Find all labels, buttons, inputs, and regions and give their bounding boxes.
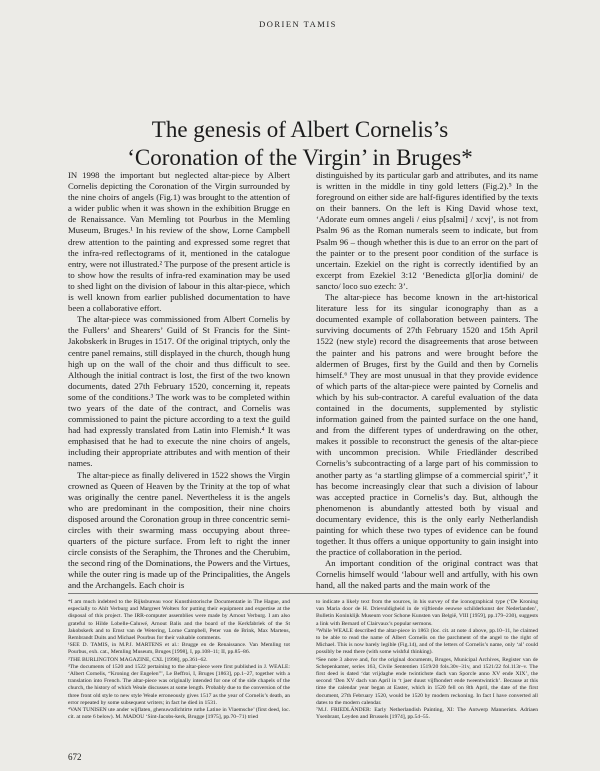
footnotes-right bbox=[316, 599, 538, 721]
footnote: *I am much indebted to the Rijksbureau voor Kunsthistorische Documentatie in The Hague, and especially to Ahlt Verburg and Margreet Wolters for putting their equipment and expertise at the disposal of this project. The IRR-computer assemblies were made by Arnout Verburg. I am also grateful to Hilde Lobelle-Caluwé, Arnout Balis and the board of the Kerkfabriek of the St Jakobskerk and to Ernst van de Wetering, Lorne Campbell, Peter van de Brink, Max Martens, Rembrandt Duits and Michael Pourbus for their valuable comments. bbox=[68, 599, 290, 642]
footnote: ¹SEE D. TAMIS, in M.P.J. MARTENS et al.: Brugge en de Renaissance. Van Memling tot Pourbus, exh. cat., Memling Museum, Bruges [1998], I, pp.108–11; II, pp.85–86. bbox=[68, 642, 290, 656]
left-body-column bbox=[68, 170, 290, 592]
body-paragraph: An important condition of the original contract was that Cornelis himself would ‘labour well and artfully, with his own hand, all the naked parts and the main work of the bbox=[316, 558, 538, 591]
page-number: 672 bbox=[68, 752, 82, 762]
body-paragraph: distinguished by its particular garb and attributes, and its name is written in the middle in tiny gold letters (Fig.2).⁵ In the foreground on either side are half-figures identified by the texts on their banners. On the left is King David whose text, ‘Adorate eum omnes angeli / eius p[salmi] / xcvj’, is not from Psalm 96 as the Roman numerals seem to indicate, but from Psalm 96 – though whether this is due to an error on the part of the painter or to the present poor condition of the surface is uncertain. Ezekiel on the right is correctly identified by an excerpt from Ezekiel 3:12 ‘Benedicta gl[or]ia domini/ de sancto/ loco suo ezech: 3’. bbox=[316, 170, 538, 291]
body-paragraph: The altar-piece as finally delivered in 1522 shows the Virgin crowned as Queen of Heaven by the Trinity at the top of what was originally the centre panel. Nevertheless it is the angels who are predominant in the composition, their nine choirs disposed around the Coronation group in three concentric semi-circles with their swarming mass occupying about three-quarters of the picture surface. From left to right the inner circle consists of the Seraphim, the Thrones and the Cherubim, the second ring of the Dominations, the Powers and the Virtues, while the outer ring is made up of the Principalities, the Angels and the Archangels. Each choir is bbox=[68, 469, 290, 591]
body-paragraph: IN 1998 the important but neglected altar-piece by Albert Cornelis depicting the Coronation of the Virgin surrounded by the nine choirs of angels (Fig.1) was brought to the attention of a wider public when it was shown in the exhibition Brugge en de Renaissance. Van Memling tot Pourbus in the Memling Museum, Bruges.¹ In his review of the show, Lorne Campbell drew attention to the painting and expressed some regret that the infra-red reflectograms of it, mentioned in the catalogue entry, were not illustrated.² The purpose of the present article is to show how the results of infra-red examination may be used to shed light on the division of labour in this altar-piece, which is well known from earlier published documentation to have been a collaborative effort. bbox=[68, 170, 290, 314]
article-title bbox=[90, 116, 510, 172]
body-paragraph: The altar-piece has become known in the art-historical literature less for its singular iconography than as a documented example of collaboration between painters. The surviving documents of 27th February 1520 and 15th April 1522 (new style) record the disagreements that arose between the painter and his patrons and were brought before the aldermen of Bruges, first by the Guild and then by Cornelis himself.⁶ They are most unusual in that they provide evidence of which parts of the altar-piece were painted by Cornelis and which by his sub-contractor. A careful evaluation of the data contained in the documents, supplemented by stylistic information gained from the painted surface on the one hand, and from the different types of underdrawing on the other, makes it possible to reconstruct the genesis of the altar-piece with uncommon precision. While Friedländer described Cornelis’s subcontracting of a large part of his commission to another party as ‘a startling glimpse of a commercial spirit’,⁷ it has become increasingly clear that such a division of labour was accepted practice in Cornelis’s day. But, although the phenomenon is abundantly attested both by visual and documentary evidence, this is the only early Netherlandish painting for which these two types of evidence can be found together. It thus offers a unique opportunity to gain insight into the practice of collaboration in the period. bbox=[316, 292, 538, 558]
footnote: ⁴VAN TUNISEN ute ander wijflaten, ghenuwzdichtirte ruthe Latine in Vlaemsche’ (first deed, loc. cit. at note 6 below). M. MADOU ‘Sint-Jacobs-kerk, Brugge [1975], pp.70–71) tried bbox=[68, 707, 290, 721]
body-paragraph: The altar-piece was commissioned from Albert Cornelis by the Fullers’ and Shearers’ Guild of St Francis for the Sint-Jakobskerk in Bruges in 1517. Of the original triptych, only the centre panel remains, still displayed in the church, though hung high up on the wall of the choir and thus difficult to see. Although the initial contract is lost, the first of the two known documents, dated 27th February 1520, concerning it, repeats some of the conditions.³ The work was to be completed within two years of the date of the contract, and Cornelis was commissioned to paint the picture according to a text the guild had had expressly translated from Latin into Flemish.⁴ It was emphasised that he had to execute the nine choirs of angels, including their appropriate attributes and with mention of their names. bbox=[68, 314, 290, 469]
title-line-2: ‘Coronation of the Virgin’ in Bruges* bbox=[127, 145, 473, 171]
footnotes-left bbox=[68, 599, 290, 721]
footnote: ⁵While WEALE described the altar-piece in 1863 (loc. cit. at note 4 above, pp.10–11, he claimed to be able to read the name of Albert Cornelis on the parchment of the angel to the right of Michael. This is now barely legible (Fig.14), and of the letters of Cornelis’s name, only ‘al’ could possibly be read there (with some wishful thinking). bbox=[316, 627, 538, 656]
footnote: to indicate a likely text from the sources, in his survey of the iconographical type (‘De Kroning van Maria door de H. Drievuldigheid in de vijftiende eeuwse schilderkunst der Nederlanden’, Bulletin Koninklijk Museum voor Schone Kunsten van België, VIII [1959], pp.179–230), suggests a link with Bernard of Clairvaux’s popular sermons. bbox=[316, 599, 538, 627]
title-line-1: The genesis of Albert Cornelis’s bbox=[151, 117, 449, 143]
footnote: ²THE BURLINGTON MAGAZINE, CXL [1998], pp.361–62. bbox=[68, 656, 208, 663]
footnote: ⁶See note 3 above and, for the original documents, Bruges, Municipal Archives, Register van de Schepenkamer, series 163, Civile Sententien 1519/20 fols.30v–31v, and 1521/22 fol.113r–v. The first deed is dated ‘dat vrijdaghe ende twintichste dach van Sporcle anno XV ende XIX’, the second ‘Den XV dach van April in ‘t jaer duust vijfhondert ende tweentwintich’. Because at this time the calendar year began at Easter, which in 1520 fell on 8th April, the date of the first document, 27th February 1520, would be 1520 by modern reckoning. In fact I have converted all dates to the modern calendar. bbox=[316, 656, 538, 706]
footnote-divider bbox=[68, 593, 538, 594]
right-body-column bbox=[316, 170, 538, 592]
footnote: ⁷M.J. FRIEDLÄNDER: Early Netherlandish Painting, XI: The Antwerp Mannerists. Adriaen Ysenbrant, Leyden and Brussels [1974], pp.54–55. bbox=[316, 707, 538, 721]
footnote: ³The documents of 1520 and 1522 pertaining to the altar-piece were first published in J. WEALE: ‘Albert Cornelis, “Kroning der Engelen”’, Le Beffroi, I, Bruges [1863], pp.1–27, together with a translation into French. The altar-piece was originally intended for one of the side chapels of the church, the history of which Weale discusses at some length. Probably due to the conversion of the three front old style to new style Weale erroneously gives 1517 as the year of Cornelis’s death, an error repeated by some subsequent writers; in fact he died in 1531. bbox=[68, 663, 290, 706]
running-head: DORIEN TAMIS bbox=[259, 19, 337, 29]
